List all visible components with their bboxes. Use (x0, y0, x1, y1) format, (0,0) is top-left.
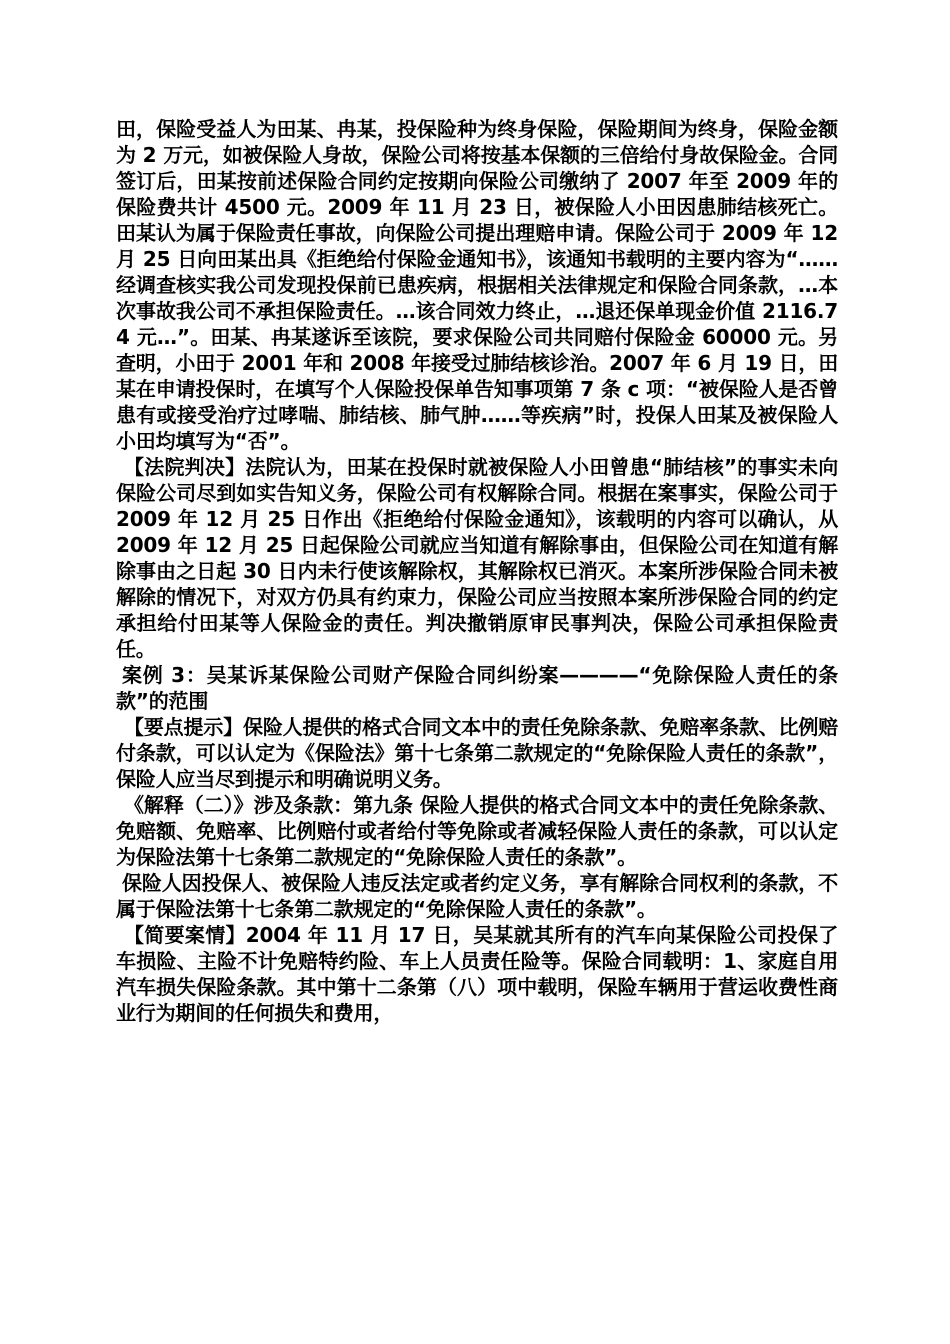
paragraph-brief-facts: 【简要案情】2004 年 11 月 17 日，吴某就其所有的汽车向某保险公司投保了车损险、主险不计免赔特约险、车上人员责任险等。保险合同载明：1、家庭自用汽车损失保险条款。其中第十二条第（八）项中载明，保险车辆用于营运收费性商业行为期间的任何损失和费用， (116, 923, 838, 1025)
paragraph-interpretation-clause: 《解释（二）》涉及条款：第九条 保险人提供的格式合同文本中的责任免除条款、免赔额、免赔率、比例赔付或者给付等免除或者减轻保险人责任的条款，可以认定为保险法第十七条第二款规定的“免除保险人责任的条款”。 (116, 793, 838, 869)
paragraph-key-points: 【要点提示】保险人提供的格式合同文本中的责任免除条款、免赔率条款、比例赔付条款，可以认定为《保险法》第十七条第二款规定的“免除保险人责任的条款”，保险人应当尽到提示和明确说明义务。 (116, 715, 838, 791)
paragraph-exclusion-note: 保险人因投保人、被保险人违反法定或者约定义务，享有解除合同权利的条款，不属于保险法第十七条第二款规定的“免除保险人责任的条款”。 (116, 871, 838, 921)
paragraph-case-facts: 田，保险受益人为田某、冉某，投保险种为终身保险，保险期间为终身，保险金额为 2 万元，如被保险人身故，保险公司将按基本保额的三倍给付身故保险金。合同签订后，田某按前述保险合同约定按期向保险公司缴纳了 2007 年至 2009 年的保险费共计 4500 元。2009 年 11 月 23 日，被保险人小田因患肺结核死亡。田某认为属于保险责任事故，向保险公司提出理赔申请。保险公司于 2009 年 12 月 25 日向田某出具《拒绝给付保险金通知书》，该通知书载明的主要内容为“……经调查核实我公司发现投保前已患疾病，根据相关法律规定和保险合同条款，…本次事故我公司不承担保险责任。…该合同效力终止，…退还保单现金价值 2116.74 元…”。田某、冉某遂诉至该院，要求保险公司共同赔付保险金 60000 元。另查明，小田于 2001 年和 2008 年接受过肺结核诊治。2007 年 6 月 19 日，田某在申请投保时，在填写个人保险投保单告知事项第 7 条 c 项：“被保险人是否曾患有或接受治疗过哮喘、肺结核、肺气肿……等疾病”时，投保人田某及被保险人小田均填写为“否”。 (116, 117, 839, 453)
paragraph-court-judgment: 【法院判决】法院认为，田某在投保时就被保险人小田曾患“肺结核”的事实未向保险公司尽到如实告知义务，保险公司有权解除合同。根据在案事实，保险公司于 2009 年 12 月 25 日作出《拒绝给付保险金通知》，该载明的内容可以确认，从 2009 年 12 月 25 日起保险公司就应当知道有解除事由，但保险公司在知道有解除事由之日起 30 日内未行使该解除权，其解除权已消灭。本案所涉保险合同未被解除的情况下，对双方仍具有约束力，保险公司应当按照本案所涉保险合同的约定承担给付田某等人保险金的责任。判决撤销原审民事判决，保险公司承担保险责任。 (116, 455, 838, 661)
paragraph-case3-title: 案例 3：吴某诉某保险公司财产保险合同纠纷案————“免除保险人责任的条款”的范围 (116, 663, 838, 713)
document-page (116, 116, 838, 1026)
